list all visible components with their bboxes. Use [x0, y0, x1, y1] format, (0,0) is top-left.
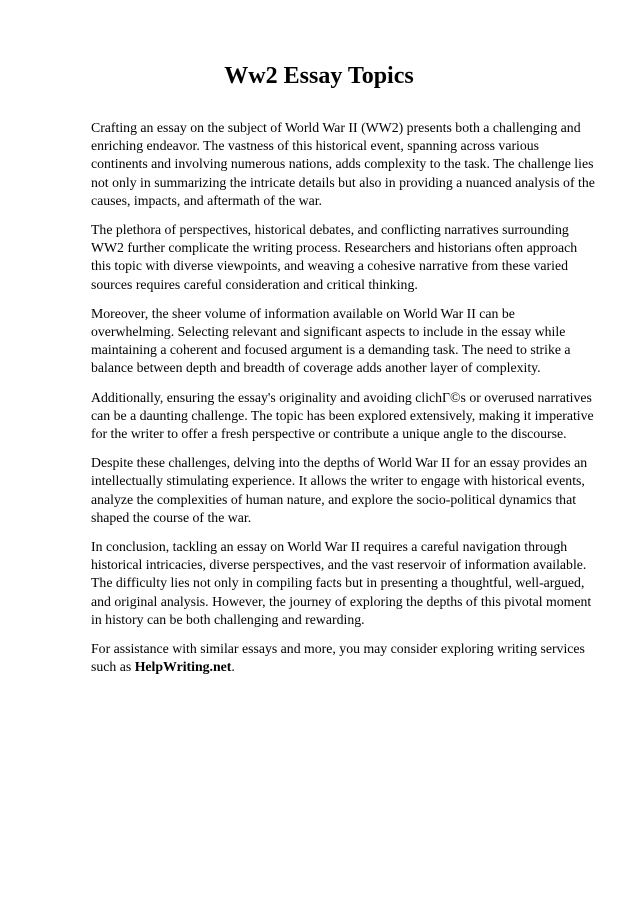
paragraph-perspectives: The plethora of perspectives, historical debates, and conflicting narratives surrounding WW2 further complicate the writing process. Researchers and historians often approach this topic with diverse viewpoints, and weaving a cohesive narrative from these varied sources requires careful consideration and critical thinking. [91, 222, 578, 292]
document-body [91, 119, 598, 687]
paragraph-intro: Crafting an essay on the subject of World War II (WW2) presents both a challenging and enriching endeavor. The vastness of this historical event, spanning across various continents and involving numerous nations, adds complexity to the task. The challenge lies not only in summarizing the intricate details but also in providing a nuanced analysis of the causes, impacts, and aftermath of the war. [91, 120, 595, 208]
document-title: Ww2 Essay Topics [224, 63, 414, 89]
paragraph-originality: Additionally, ensuring the essay's originality and avoiding clichΓ©s or overused narratives can be a daunting challenge. The topic has been explored extensively, making it imperative for the writer to offer a fresh perspective or contribute a unique angle to the discourse. [91, 389, 594, 442]
paragraph-conclusion: In conclusion, tackling an essay on World War II requires a careful navigation through historical intricacies, diverse perspectives, and the vast reservoir of information available. The difficulty lies not only in compiling facts but in presenting a thoughtful, well-argued, and original analysis. However, the journey of exploring the depths of this pivotal moment in history can be both challenging and rewarding. [91, 539, 592, 627]
closing-text: For assistance with similar essays and more, you may consider exploring writing services such as [91, 641, 585, 675]
helpwriting-link[interactable]: HelpWriting.net [134, 659, 232, 675]
paragraph-volume: Moreover, the sheer volume of information available on World War II can be overwhelming. Selecting relevant and significant aspects to include in the essay while maintaining a coherent and focused argument is a demanding task. The need to strike a balance between depth and breadth of coverage adds another layer of complexity. [91, 305, 571, 376]
paragraph-closing [91, 640, 598, 676]
paragraph-experience: Despite these challenges, delving into the depths of World War II for an essay provides an intellectually stimulating experience. It allows the writer to engage with historical events, analyze the complexities of human nature, and explore the socio-political dynamics that shaped the course of the war. [91, 455, 588, 525]
closing-suffix: . [231, 659, 235, 675]
